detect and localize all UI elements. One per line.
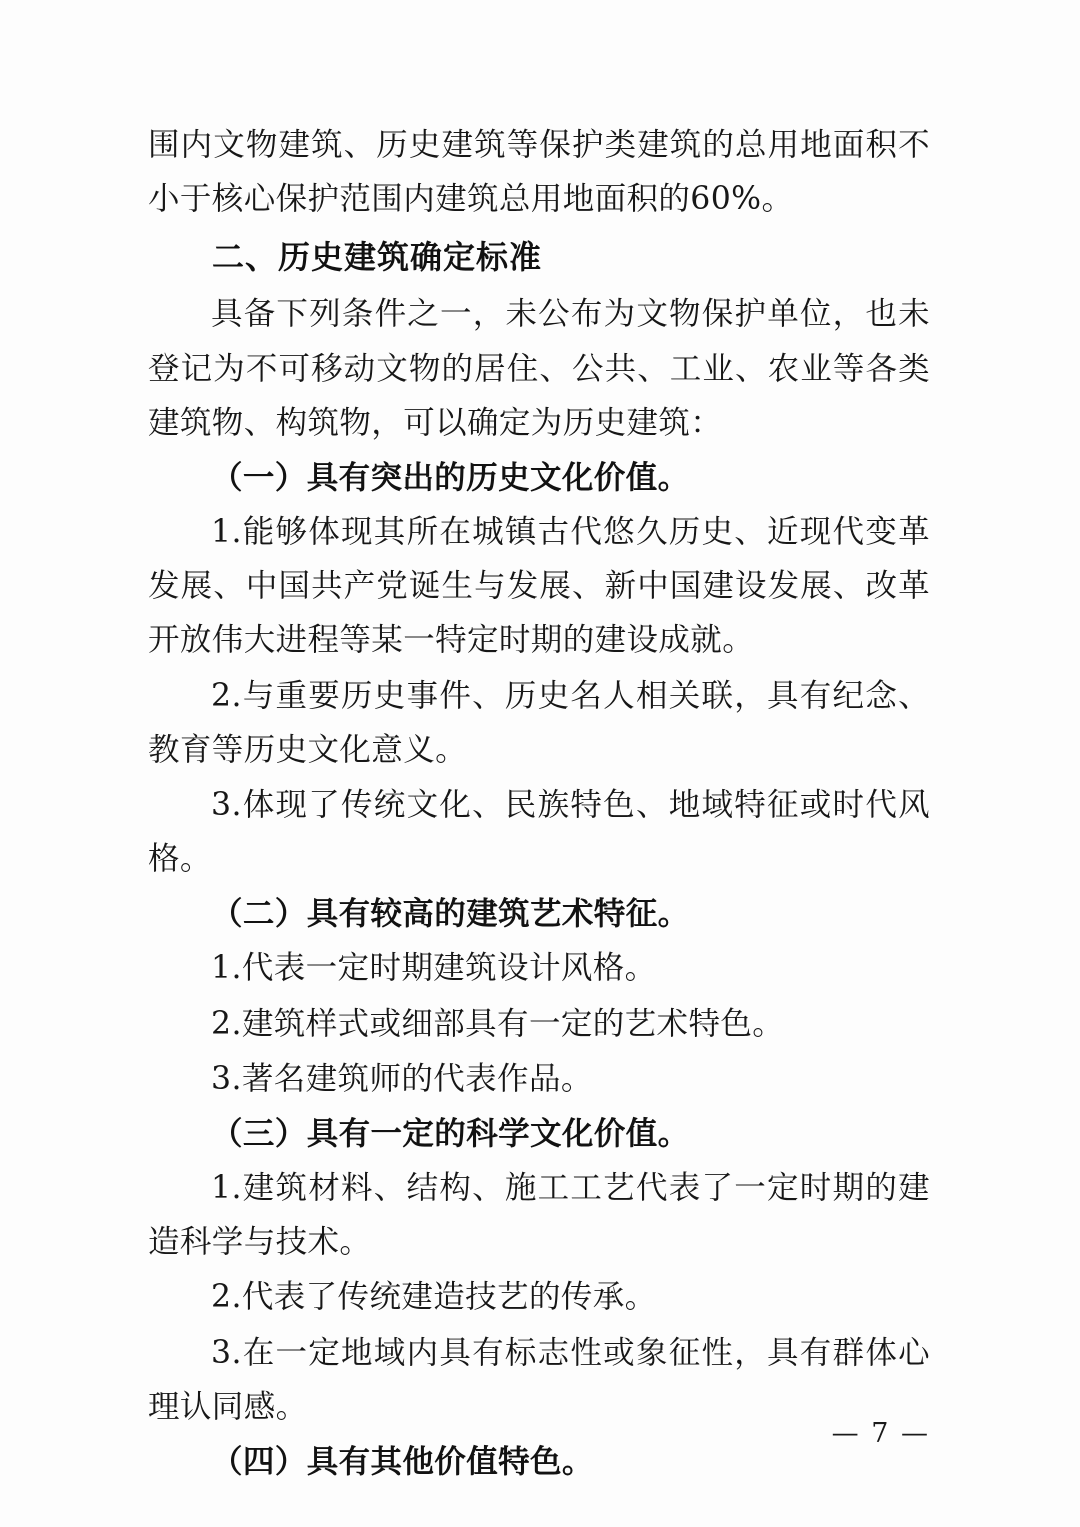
list-item: 3.著名建筑师的代表作品。: [211, 1060, 593, 1097]
subsection-heading-two: （二）具有较高的建筑艺术特征。: [211, 895, 690, 933]
page-number: — 7 —: [831, 1418, 930, 1449]
list-item: 1.能够体现其所在城镇古代悠久历史、近现代变革发展、中国共产党诞生与发展、新中国建设发展、改革开放伟大进程等某一特定时期的建设成就。: [148, 514, 930, 659]
list-item: 2.建筑样式或细部具有一定的艺术特色。: [211, 1005, 785, 1042]
list-item: 2.与重要历史事件、历史名人相关联，具有纪念、教育等历史文化意义。: [148, 677, 930, 768]
subsection-heading-one: （一）具有突出的历史文化价值。: [211, 458, 690, 496]
list-item: 3.在一定地域内具有标志性或象征性，具有群体心理认同感。: [148, 1334, 930, 1425]
paragraph-continuation: 围内文物建筑、历史建筑等保护类建筑的总用地面积不小于核心保护范围内建筑总用地面积的60%。: [148, 127, 930, 218]
page-text-column: [148, 118, 930, 1489]
subsection-heading-three: （三）具有一定的科学文化价值。: [211, 1114, 690, 1152]
subsection-heading-four: （四）具有其他价值特色。: [211, 1442, 594, 1480]
section-heading-two: 二、历史建筑确定标准: [212, 238, 543, 277]
list-item: 3.体现了传统文化、民族特色、地域特征或时代风格。: [148, 786, 930, 878]
list-item: 1.建筑材料、结构、施工工艺代表了一定时期的建造科学与技术。: [148, 1170, 930, 1261]
list-item: 2.代表了传统建造技艺的传承。: [211, 1279, 657, 1316]
list-item: 1.代表一定时期建筑设计风格。: [211, 950, 657, 987]
paragraph-intro: 具备下列条件之一，未公布为文物保护单位，也未登记为不可移动文物的居住、公共、工业、农业等各类建筑物、构筑物，可以确定为历史建筑：: [148, 296, 930, 441]
